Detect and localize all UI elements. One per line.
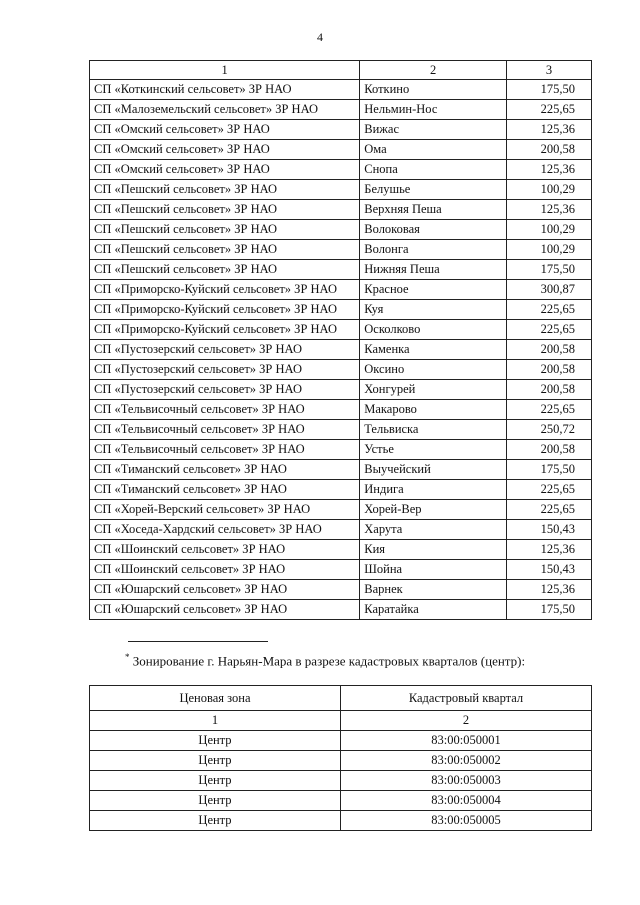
settlement-cell: СП «Малоземельский сельсовет» ЗР НАО <box>90 100 360 120</box>
value-cell: 225,65 <box>507 100 592 120</box>
settlement-cell: СП «Юшарский сельсовет» ЗР НАО <box>90 600 360 620</box>
table-row <box>90 320 592 340</box>
settlement-cell: СП «Коткинский сельсовет» ЗР НАО <box>90 80 360 100</box>
settlement-cell: СП «Тельвисочный сельсовет» ЗР НАО <box>90 400 360 420</box>
price-zone-cell: Центр <box>90 791 341 811</box>
locality-cell: Ома <box>360 140 507 160</box>
table-row <box>90 260 592 280</box>
settlement-cell: СП «Пешский сельсовет» ЗР НАО <box>90 180 360 200</box>
table-row <box>90 440 592 460</box>
settlement-cell: СП «Пустозерский сельсовет» ЗР НАО <box>90 360 360 380</box>
locality-cell: Каменка <box>360 340 507 360</box>
table-row <box>90 400 592 420</box>
locality-cell: Кия <box>360 540 507 560</box>
locality-cell: Хонгурей <box>360 380 507 400</box>
value-cell: 200,58 <box>507 340 592 360</box>
locality-cell: Коткино <box>360 80 507 100</box>
settlement-cell: СП «Шоинский сельсовет» ЗР НАО <box>90 560 360 580</box>
cadastral-quarter-cell: 83:00:050004 <box>341 791 592 811</box>
value-cell: 225,65 <box>507 500 592 520</box>
table-row <box>90 340 592 360</box>
value-cell: 125,36 <box>507 160 592 180</box>
table-row <box>90 380 592 400</box>
locality-cell: Осколково <box>360 320 507 340</box>
locality-cell: Куя <box>360 300 507 320</box>
value-cell: 300,87 <box>507 280 592 300</box>
table-number-row <box>90 711 592 731</box>
table-header-row <box>90 61 592 80</box>
column-header: 3 <box>507 61 592 80</box>
locality-cell: Каратайка <box>360 600 507 620</box>
settlement-cell: СП «Омский сельсовет» ЗР НАО <box>90 140 360 160</box>
value-cell: 150,43 <box>507 560 592 580</box>
settlement-cell: СП «Шоинский сельсовет» ЗР НАО <box>90 540 360 560</box>
footnote <box>125 652 525 669</box>
settlement-cell: СП «Хорей-Верский сельсовет» ЗР НАО <box>90 500 360 520</box>
settlement-cell: СП «Пешский сельсовет» ЗР НАО <box>90 260 360 280</box>
value-cell: 125,36 <box>507 540 592 560</box>
settlement-cell: СП «Пешский сельсовет» ЗР НАО <box>90 240 360 260</box>
locality-cell: Шойна <box>360 560 507 580</box>
table-row <box>90 280 592 300</box>
locality-cell: Харута <box>360 520 507 540</box>
table-row <box>90 520 592 540</box>
value-cell: 225,65 <box>507 320 592 340</box>
table-row <box>90 160 592 180</box>
locality-cell: Тельвиска <box>360 420 507 440</box>
locality-cell: Снопа <box>360 160 507 180</box>
settlement-cell: СП «Омский сельсовет» ЗР НАО <box>90 160 360 180</box>
footnote-text: Зонирование г. Нарьян-Мара в разрезе кадастровых кварталов (центр): <box>129 653 526 669</box>
table-row <box>90 460 592 480</box>
settlement-cell: СП «Тельвисочный сельсовет» ЗР НАО <box>90 420 360 440</box>
value-cell: 200,58 <box>507 440 592 460</box>
locality-cell: Хорей-Вер <box>360 500 507 520</box>
column-header: 2 <box>360 61 507 80</box>
settlement-cell: СП «Тиманский сельсовет» ЗР НАО <box>90 460 360 480</box>
settlement-cell: СП «Хоседа-Хардский сельсовет» ЗР НАО <box>90 520 360 540</box>
settlement-cell: СП «Приморско-Куйский сельсовет» ЗР НАО <box>90 300 360 320</box>
table-row <box>90 811 592 831</box>
settlement-cell: СП «Приморско-Куйский сельсовет» ЗР НАО <box>90 320 360 340</box>
table-row <box>90 560 592 580</box>
locality-cell: Вижас <box>360 120 507 140</box>
table-row <box>90 100 592 120</box>
price-zone-cell: Центр <box>90 811 341 831</box>
value-cell: 225,65 <box>507 480 592 500</box>
table-row <box>90 360 592 380</box>
table-row <box>90 420 592 440</box>
settlement-cell: СП «Пустозерский сельсовет» ЗР НАО <box>90 340 360 360</box>
table-row <box>90 240 592 260</box>
table-row <box>90 580 592 600</box>
locality-cell: Варнек <box>360 580 507 600</box>
locality-cell: Нижняя Пеша <box>360 260 507 280</box>
value-cell: 125,36 <box>507 120 592 140</box>
page-number: 4 <box>317 30 323 44</box>
locality-cell: Нельмин-Нос <box>360 100 507 120</box>
value-cell: 175,50 <box>507 460 592 480</box>
value-cell: 225,65 <box>507 300 592 320</box>
table-row <box>90 120 592 140</box>
table-row <box>90 731 592 751</box>
table-header-row <box>90 686 592 711</box>
locality-cell: Макарово <box>360 400 507 420</box>
value-cell: 175,50 <box>507 80 592 100</box>
value-cell: 225,65 <box>507 400 592 420</box>
table-row <box>90 771 592 791</box>
table-row <box>90 80 592 100</box>
table-row <box>90 200 592 220</box>
table-row <box>90 480 592 500</box>
column-header: 1 <box>90 61 360 80</box>
settlement-cell: СП «Юшарский сельсовет» ЗР НАО <box>90 580 360 600</box>
footnote-divider <box>128 641 268 642</box>
locality-cell: Красное <box>360 280 507 300</box>
cadastral-quarter-cell: 83:00:050003 <box>341 771 592 791</box>
column-number: 1 <box>90 711 341 731</box>
locality-cell: Устье <box>360 440 507 460</box>
settlement-price-table <box>89 60 592 620</box>
cadastral-zone-table <box>89 685 592 831</box>
value-cell: 200,58 <box>507 140 592 160</box>
value-cell: 175,50 <box>507 260 592 280</box>
value-cell: 200,58 <box>507 360 592 380</box>
locality-cell: Белушье <box>360 180 507 200</box>
value-cell: 100,29 <box>507 240 592 260</box>
column-number: 2 <box>341 711 592 731</box>
settlement-cell: СП «Пешский сельсовет» ЗР НАО <box>90 220 360 240</box>
price-zone-cell: Центр <box>90 731 341 751</box>
table-row <box>90 540 592 560</box>
settlement-cell: СП «Тельвисочный сельсовет» ЗР НАО <box>90 440 360 460</box>
cadastral-quarter-cell: 83:00:050001 <box>341 731 592 751</box>
table-row <box>90 600 592 620</box>
value-cell: 250,72 <box>507 420 592 440</box>
price-zone-cell: Центр <box>90 751 341 771</box>
table-row <box>90 791 592 811</box>
locality-cell: Волонга <box>360 240 507 260</box>
locality-cell: Выучейский <box>360 460 507 480</box>
value-cell: 100,29 <box>507 180 592 200</box>
settlement-cell: СП «Тиманский сельсовет» ЗР НАО <box>90 480 360 500</box>
value-cell: 150,43 <box>507 520 592 540</box>
settlement-cell: СП «Приморско-Куйский сельсовет» ЗР НАО <box>90 280 360 300</box>
value-cell: 200,58 <box>507 380 592 400</box>
value-cell: 125,36 <box>507 200 592 220</box>
table-row <box>90 140 592 160</box>
table-row <box>90 751 592 771</box>
price-zone-cell: Центр <box>90 771 341 791</box>
locality-cell: Волоковая <box>360 220 507 240</box>
footnote-marker: * <box>125 652 130 662</box>
column-header: Кадастровый квартал <box>341 686 592 711</box>
value-cell: 125,36 <box>507 580 592 600</box>
settlement-cell: СП «Омский сельсовет» ЗР НАО <box>90 120 360 140</box>
value-cell: 100,29 <box>507 220 592 240</box>
locality-cell: Индига <box>360 480 507 500</box>
cadastral-quarter-cell: 83:00:050005 <box>341 811 592 831</box>
locality-cell: Верхняя Пеша <box>360 200 507 220</box>
settlement-cell: СП «Пешский сельсовет» ЗР НАО <box>90 200 360 220</box>
settlement-cell: СП «Пустозерский сельсовет» ЗР НАО <box>90 380 360 400</box>
table-row <box>90 220 592 240</box>
locality-cell: Оксино <box>360 360 507 380</box>
table-row <box>90 180 592 200</box>
table-row <box>90 300 592 320</box>
column-header: Ценовая зона <box>90 686 341 711</box>
value-cell: 175,50 <box>507 600 592 620</box>
cadastral-quarter-cell: 83:00:050002 <box>341 751 592 771</box>
table-row <box>90 500 592 520</box>
